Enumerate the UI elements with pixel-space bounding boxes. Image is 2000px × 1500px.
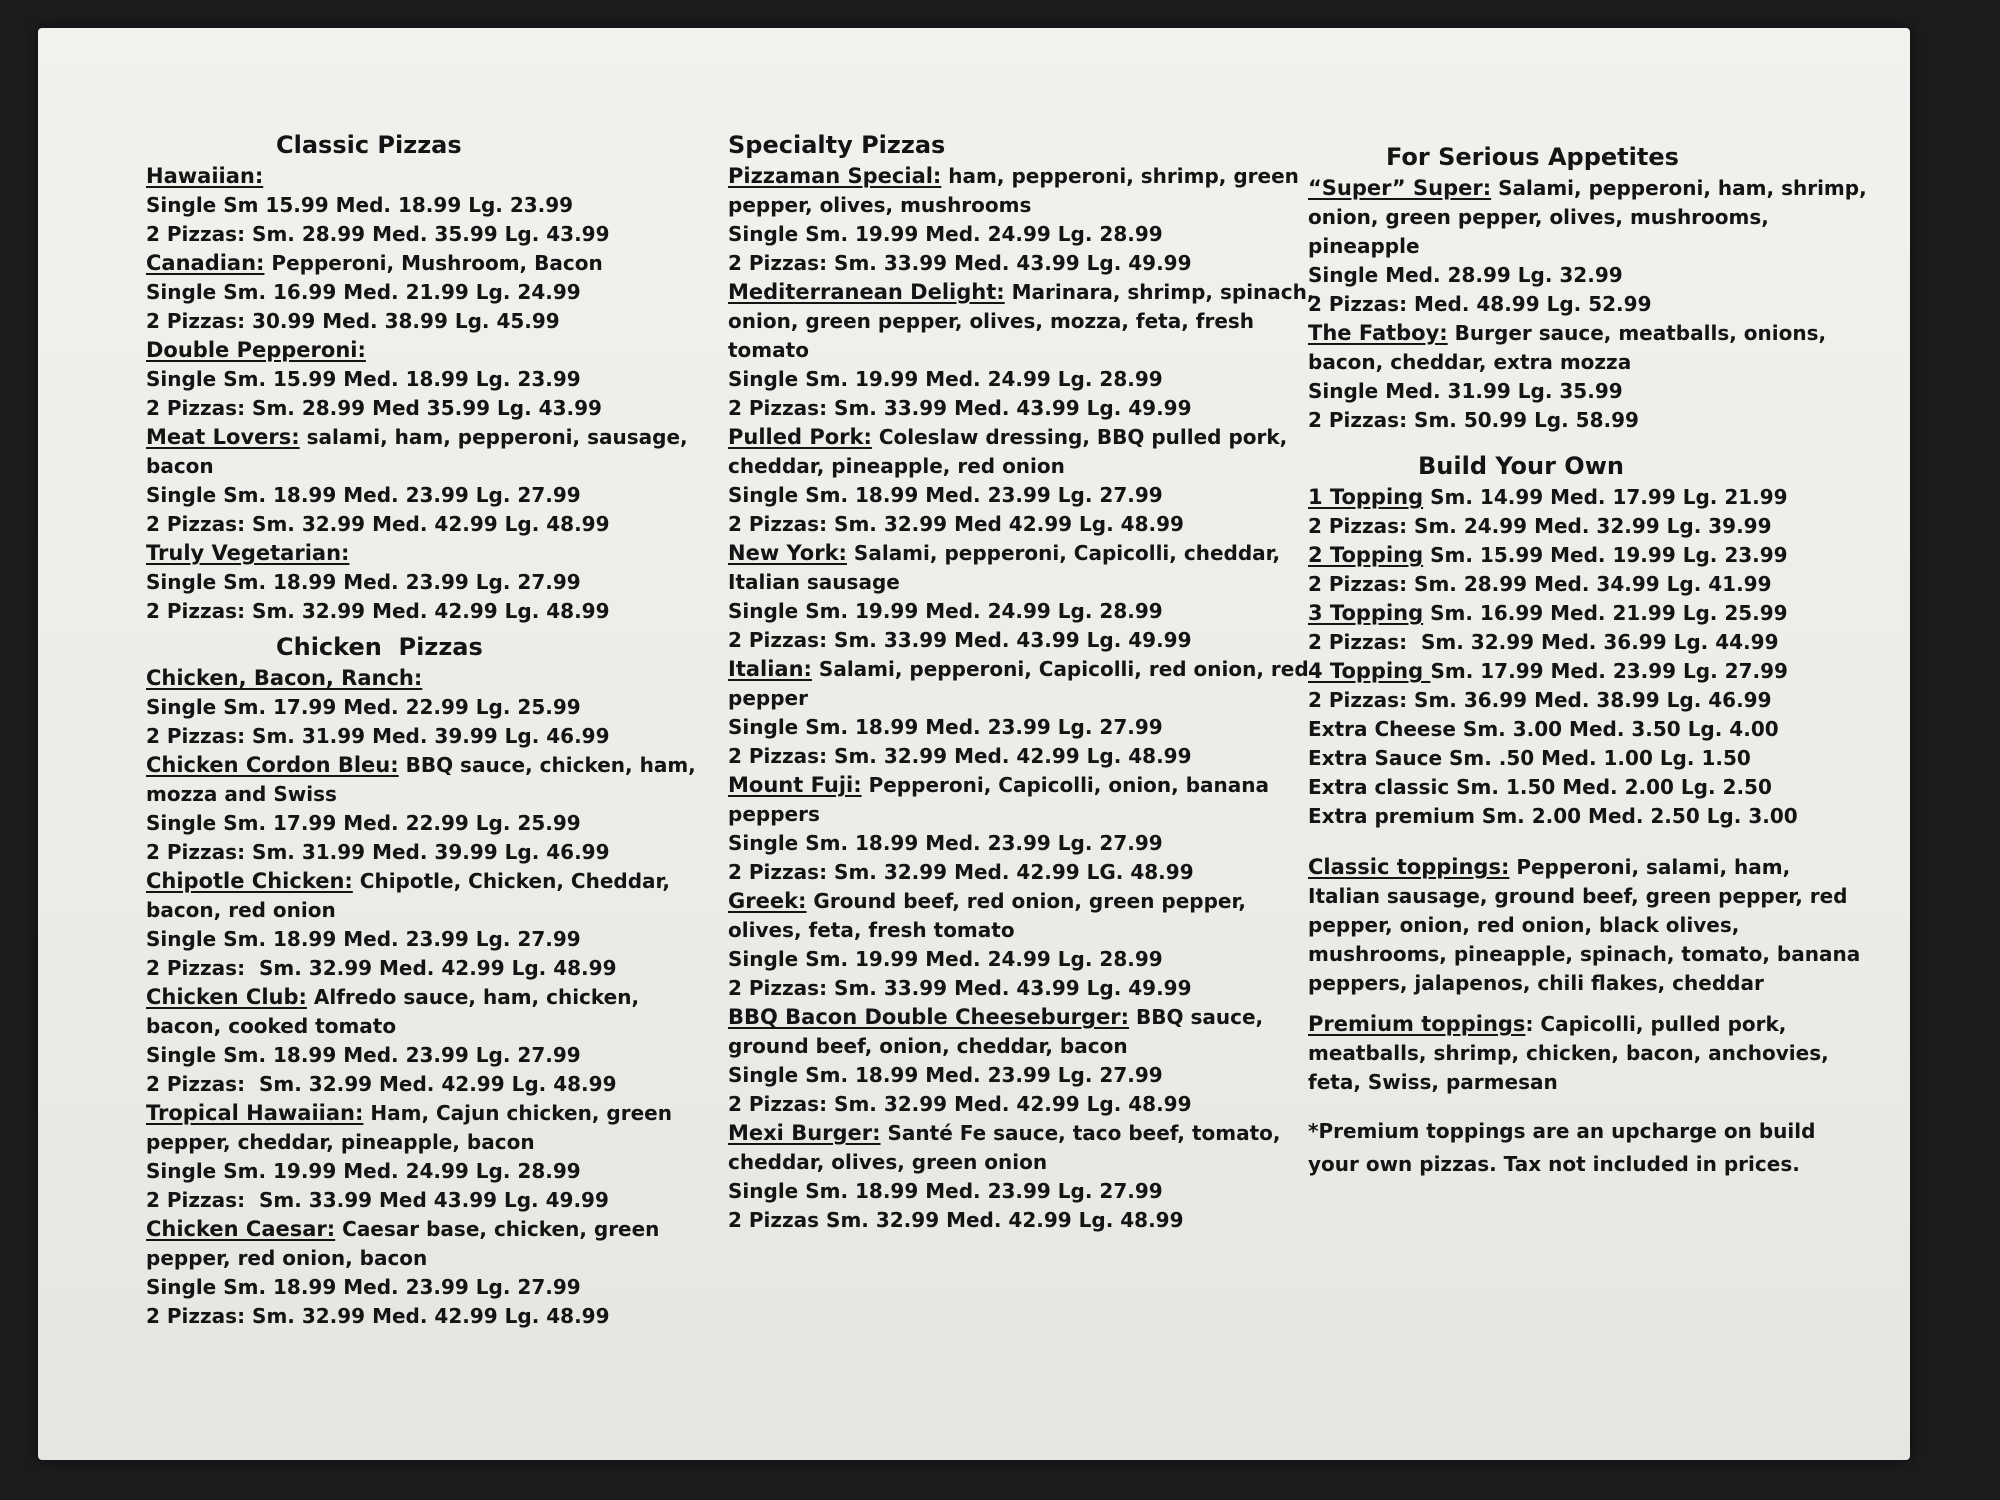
menu-item-heading [728,1003,1318,1061]
menu-item [728,887,1318,1003]
price-line: Single Sm. 18.99 Med. 23.99 Lg. 27.99 [146,1275,581,1299]
menu-item-name: 1 Topping [1308,485,1424,509]
menu-item-name: Chipotle Chicken: [146,869,353,893]
price-line: 2 Pizzas: Sm. 33.99 Med. 43.99 Lg. 49.99 [728,628,1192,652]
menu-item [728,1003,1318,1119]
menu-item [146,664,706,751]
menu-item-name: Chicken Caesar: [146,1217,336,1241]
menu-item [1308,483,1868,541]
menu-item-name: BBQ Bacon Double Cheeseburger: [728,1005,1130,1029]
menu-item-desc: Salami, pepperoni, Capicolli, cheddar, Italian sausage [728,541,1281,594]
price-line: Single Sm. 18.99 Med. 23.99 Lg. 27.99 [728,483,1163,507]
menu-item-desc: Marinara, shrimp, spinach, onion, green pepper, olives, mozza, feta, fresh tomato [728,280,1315,362]
menu-item-heading [146,249,706,278]
price-line: 2 Pizzas: Sm. 33.99 Med. 43.99 Lg. 49.99 [728,251,1192,275]
price-line: Single Sm. 19.99 Med. 24.99 Lg. 28.99 [728,367,1163,391]
menu-item [728,1119,1318,1235]
price-line: 2 Pizzas: Sm. 32.99 Med. 42.99 Lg. 48.99 [146,512,610,536]
price-line: 2 Pizzas: Sm. 31.99 Med. 39.99 Lg. 46.99 [146,724,610,748]
menu-item-name: Meat Lovers: [146,425,300,449]
menu-item-name: 2 Topping [1308,543,1424,567]
menu-item-heading [146,1215,706,1273]
menu-item-heading [728,771,1318,829]
price-line: Single Sm. 18.99 Med. 23.99 Lg. 27.99 [146,570,581,594]
menu-item [728,771,1318,887]
price-line: Single Sm. 18.99 Med. 23.99 Lg. 27.99 [146,483,581,507]
price-line: 2 Pizzas: Sm. 33.99 Med. 43.99 Lg. 49.99 [728,396,1192,420]
menu-item-desc: BBQ sauce, ground beef, onion, cheddar, bacon [728,1005,1264,1058]
price-line: Single Sm. 19.99 Med. 24.99 Lg. 28.99 [728,947,1163,971]
menu-item-heading [1308,657,1868,686]
price-line: Single Sm. 19.99 Med. 24.99 Lg. 28.99 [146,1159,581,1183]
menu-item [728,162,1318,278]
menu-item [146,751,706,867]
menu-item [146,867,706,983]
menu-item [1308,319,1868,435]
menu-item-desc: Salami, pepperoni, Capicolli, red onion, red pepper [728,657,1309,710]
menu-item-name: Canadian: [146,251,265,275]
menu-item-name: Tropical Hawaiian: [146,1101,364,1125]
menu-item-name: Mount Fuji: [728,773,862,797]
menu-item-heading [1308,319,1868,377]
menu-item-heading [728,539,1318,597]
price-line: Single Med. 31.99 Lg. 35.99 [1308,379,1623,403]
menu-item-heading [146,539,706,568]
price-line: Single Med. 28.99 Lg. 32.99 [1308,263,1623,287]
price-line: Single Sm. 19.99 Med. 24.99 Lg. 28.99 [728,222,1163,246]
menu-item [146,1215,706,1331]
price-line: 2 Pizzas: Sm. 32.99 Med. 42.99 Lg. 48.99 [728,1092,1192,1116]
menu-item-heading [728,655,1318,713]
menu-item-desc: BBQ sauce, chicken, ham, mozza and Swiss [146,753,696,806]
menu-item-name: Chicken Club: [146,985,307,1009]
menu-item-desc: Ground beef, red onion, green pepper, olives, feta, fresh tomato [728,889,1246,942]
price-line: 2 Pizzas: Sm. 31.99 Med. 39.99 Lg. 46.99 [146,840,610,864]
menu-item-heading [146,751,706,809]
menu-item-heading [728,423,1318,481]
menu-item [146,423,706,539]
menu-item-desc: Chipotle, Chicken, Cheddar, bacon, red onion [146,869,671,922]
menu-item-name: “Super” Super: [1308,176,1492,200]
price-line: Single Sm. 18.99 Med. 23.99 Lg. 27.99 [728,831,1163,855]
price-line: Single Sm. 17.99 Med. 22.99 Lg. 25.99 [146,811,581,835]
menu-item-name: 4 Topping [1308,659,1431,683]
menu-item-desc: ham, pepperoni, shrimp, green pepper, olives, mushrooms [728,164,1299,217]
menu-item-heading [1308,174,1868,261]
classic-pizzas-title: Classic Pizzas [276,131,462,159]
price-line: 2 Pizzas: Sm. 32.99 Med. 42.99 Lg. 48.99 [728,744,1192,768]
price-line: 2 Pizzas: Med. 48.99 Lg. 52.99 [1308,292,1652,316]
menu-item-name: Mediterranean Delight: [728,280,1005,304]
column-right [1308,128,1868,1181]
premium-toppings-list: : Capicolli, pulled pork, meatballs, shrimp, chicken, bacon, anchovies, feta, Swiss, parmesan [1308,1012,1829,1094]
menu-item-heading [728,162,1318,220]
menu-item-heading [1308,483,1868,512]
classic-toppings-list: Pepperoni, salami, ham, Italian sausage, ground beef, green pepper, red pepper, onion, red onion, black olives, mushrooms, pineapple, spinach, tomato, banana peppers, jalapenos, chili flakes, cheddar [1308,855,1861,995]
price-line: Single Sm. 18.99 Med. 23.99 Lg. 27.99 [146,1043,581,1067]
menu-item-desc: Santé Fe sauce, taco beef, tomato, cheddar, olives, green onion [728,1121,1281,1174]
menu-item-heading [1308,541,1868,570]
menu-item-name: New York: [728,541,847,565]
menu-item-desc: Caesar base, chicken, green pepper, red onion, bacon [146,1217,660,1270]
menu-item-desc: Burger sauce, meatballs, onions, bacon, cheddar, extra mozza [1308,321,1827,374]
price-line: 2 Pizzas: Sm. 32.99 Med. 42.99 Lg. 48.99 [146,956,617,980]
chicken-pizzas-title: Chicken Pizzas [276,633,483,661]
menu-item-desc: Pepperoni, Capicolli, onion, banana peppers [728,773,1269,826]
price-line: 2 Pizzas: Sm. 32.99 Med. 42.99 LG. 48.99 [728,860,1194,884]
price-line: 2 Pizzas: Sm. 36.99 Med. 38.99 Lg. 46.99 [1308,688,1772,712]
menu-item-name: Pulled Pork: [728,425,872,449]
menu-item-desc: Sm. 17.99 Med. 23.99 Lg. 27.99 [1430,659,1788,683]
menu-item [146,336,706,423]
menu-item [728,539,1318,655]
price-line: 2 Pizzas: Sm. 28.99 Med. 35.99 Lg. 43.99 [146,222,610,246]
menu-item-name: Mexi Burger: [728,1121,881,1145]
extra-price-line: Extra premium Sm. 2.00 Med. 2.50 Lg. 3.00 [1308,804,1798,828]
menu-item [1308,599,1868,657]
menu-item-heading [146,664,706,693]
menu-item-name: 3 Topping [1308,601,1424,625]
price-line: 2 Pizzas: Sm. 32.99 Med 42.99 Lg. 48.99 [728,512,1184,536]
classic-toppings-label: Classic toppings: [1308,855,1510,879]
price-line: 2 Pizzas: Sm. 28.99 Med 35.99 Lg. 43.99 [146,396,602,420]
menu-item-desc: Salami, pepperoni, ham, shrimp, onion, green pepper, olives, mushrooms, pineapple [1308,176,1867,258]
menu-item-heading [146,867,706,925]
menu-item [728,655,1318,771]
price-line: 2 Pizzas: Sm. 32.99 Med. 42.99 Lg. 48.99 [146,1072,617,1096]
menu-item-heading [146,336,706,365]
price-line: Single Sm. 19.99 Med. 24.99 Lg. 28.99 [728,599,1163,623]
menu-item-desc: Sm. 16.99 Med. 21.99 Lg. 25.99 [1423,601,1788,625]
menu-item-heading [146,162,706,191]
price-line: Single Sm. 18.99 Med. 23.99 Lg. 27.99 [728,715,1163,739]
extra-price-line: Extra Sauce Sm. .50 Med. 1.00 Lg. 1.50 [1308,746,1751,770]
price-line: 2 Pizzas: Sm. 32.99 Med. 42.99 Lg. 48.99 [146,1304,610,1328]
menu-item-name: Italian: [728,657,812,681]
menu-item-name: Pizzaman Special: [728,164,942,188]
menu-item [146,539,706,626]
menu-item-desc: Sm. 15.99 Med. 19.99 Lg. 23.99 [1423,543,1788,567]
premium-toppings [1308,1010,1868,1097]
price-line: Single Sm 15.99 Med. 18.99 Lg. 23.99 [146,193,574,217]
price-line: 2 Pizzas: Sm. 32.99 Med. 36.99 Lg. 44.99 [1308,630,1779,654]
menu-item-desc: Coleslaw dressing, BBQ pulled pork, cheddar, pineapple, red onion [728,425,1288,478]
menu-item-heading [146,983,706,1041]
menu-item [146,162,706,249]
menu-item-name: Greek: [728,889,807,913]
menu-item [728,278,1318,423]
price-line: Single Sm. 15.99 Med. 18.99 Lg. 23.99 [146,367,581,391]
menu-item-heading [146,423,706,481]
menu-item [1308,541,1868,599]
build-your-own-title: Build Your Own [1418,452,1624,480]
price-line: Single Sm. 16.99 Med. 21.99 Lg. 24.99 [146,280,581,304]
menu-item [146,249,706,336]
build-your-own-list [1308,483,1868,715]
menu-item-name: Truly Vegetarian: [146,541,350,565]
menu-item-desc: Pepperoni, Mushroom, Bacon [264,251,603,275]
price-line: 2 Pizzas: 30.99 Med. 38.99 Lg. 45.99 [146,309,560,333]
menu-item-heading [728,887,1318,945]
price-line: 2 Pizzas: Sm. 32.99 Med. 42.99 Lg. 48.99 [146,599,610,623]
menu-item-name: Chicken Cordon Bleu: [146,753,399,777]
classic-pizzas-list [146,162,706,626]
menu-item [146,983,706,1099]
column-left [146,128,706,1331]
extras-list [1308,715,1868,831]
price-line: 2 Pizzas: Sm. 28.99 Med. 34.99 Lg. 41.99 [1308,572,1772,596]
specialty-pizzas-list [728,162,1318,1235]
extra-price-line: Extra classic Sm. 1.50 Med. 2.00 Lg. 2.50 [1308,775,1772,799]
price-line: 2 Pizzas: Sm. 33.99 Med. 43.99 Lg. 49.99 [728,976,1192,1000]
menu-item [728,423,1318,539]
serious-appetites-list [1308,174,1868,435]
classic-toppings [1308,853,1868,998]
menu-item-heading [1308,599,1868,628]
price-line: 2 Pizzas: Sm. 24.99 Med. 32.99 Lg. 39.99 [1308,514,1772,538]
extra-price-line: Extra Cheese Sm. 3.00 Med. 3.50 Lg. 4.00 [1308,717,1779,741]
menu-item-heading [728,278,1318,365]
menu-item-name: Double Pepperoni: [146,338,366,362]
chicken-pizzas-list [146,664,706,1331]
price-line: Single Sm. 17.99 Med. 22.99 Lg. 25.99 [146,695,581,719]
serious-appetites-title: For Serious Appetites [1386,143,1679,171]
menu-item-name: Chicken, Bacon, Ranch: [146,666,423,690]
upcharge-note: *Premium toppings are an upcharge on build your own pizzas. Tax not included in prices. [1308,1119,1816,1176]
menu-item-desc: Alfredo sauce, ham, chicken, bacon, cooked tomato [146,985,640,1038]
specialty-pizzas-title: Specialty Pizzas [728,131,946,159]
price-line: 2 Pizzas: Sm. 50.99 Lg. 58.99 [1308,408,1639,432]
price-line: 2 Pizzas Sm. 32.99 Med. 42.99 Lg. 48.99 [728,1208,1184,1232]
price-line: Single Sm. 18.99 Med. 23.99 Lg. 27.99 [728,1063,1163,1087]
menu-item [1308,174,1868,319]
menu-item-heading [728,1119,1318,1177]
price-line: 2 Pizzas: Sm. 33.99 Med 43.99 Lg. 49.99 [146,1188,609,1212]
menu-item-desc: Sm. 14.99 Med. 17.99 Lg. 21.99 [1423,485,1788,509]
menu-item-name: Hawaiian: [146,164,264,188]
premium-toppings-label: Premium toppings [1308,1012,1526,1036]
menu-item-desc: salami, ham, pepperoni, sausage, bacon [146,425,688,478]
price-line: Single Sm. 18.99 Med. 23.99 Lg. 27.99 [146,927,581,951]
menu-item-heading [146,1099,706,1157]
price-line: Single Sm. 18.99 Med. 23.99 Lg. 27.99 [728,1179,1163,1203]
menu-item [146,1099,706,1215]
menu-item-name: The Fatboy: [1308,321,1448,345]
column-middle [728,128,1318,1235]
menu-item [1308,657,1868,715]
menu-sheet [38,28,1910,1460]
menu-item-desc: Ham, Cajun chicken, green pepper, cheddar, pineapple, bacon [146,1101,672,1154]
